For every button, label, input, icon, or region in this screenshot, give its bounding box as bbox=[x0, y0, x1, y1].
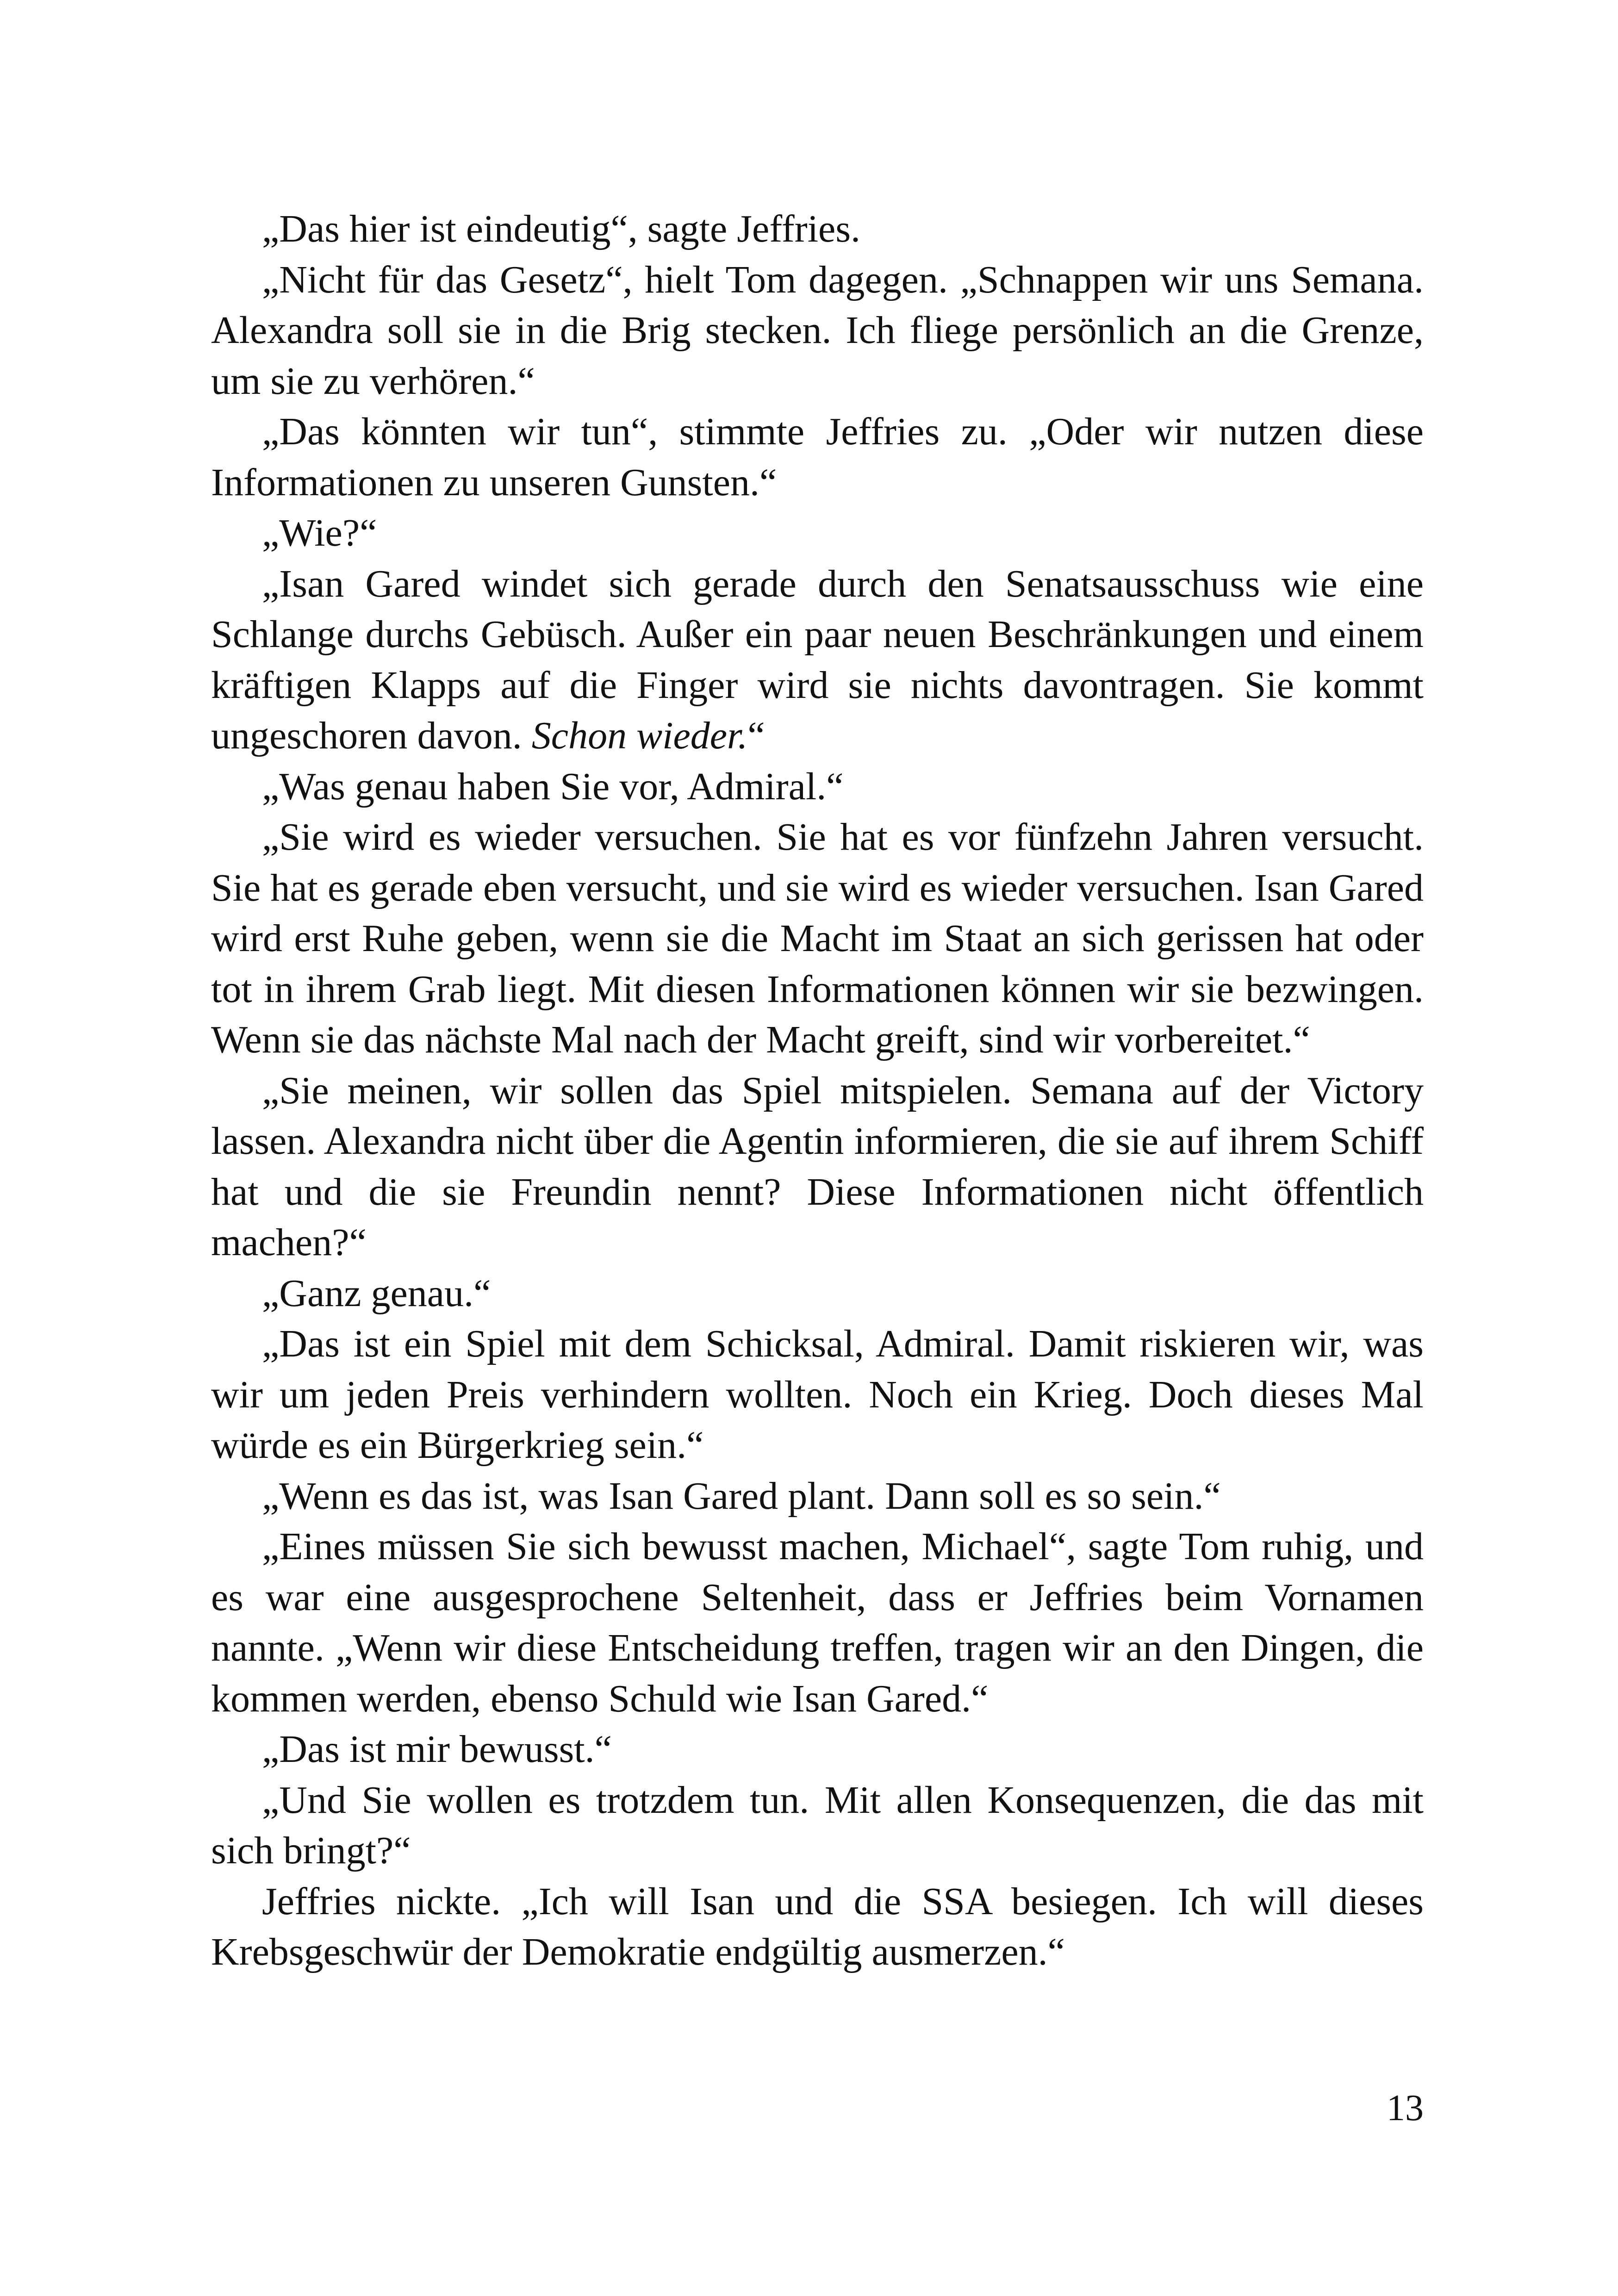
body-text bbox=[211, 204, 1424, 1978]
paragraph: „Sie wird es wieder versuchen. Sie hat es vor fünfzehn Jahren versucht. Sie hat es gerade eben versucht, und sie wird es wieder versuchen. Isan Gared wird erst Ruhe geben, wenn sie die Macht im Staat an sich gerissen hat oder tot in ihrem Grab liegt. Mit diesen Informationen können wir sie bezwingen. Wenn sie das nächste Mal nach der Macht greift, sind wir vorbereitet.“ bbox=[211, 815, 1424, 1061]
paragraph-text: „Isan Gared windet sich gerade durch den Senatsausschuss wie eine Schlange durchs Gebüsch. Außer ein paar neuen Beschränkungen und einem kräftigen Klapps auf die Finger wird sie nichts davontragen. Sie kommt ungeschoren davon. bbox=[211, 562, 1424, 757]
paragraph: „Wie?“ bbox=[262, 511, 377, 554]
paragraph: „Das hier ist eindeutig“, sagte Jeffries. bbox=[262, 207, 861, 250]
paragraph bbox=[211, 559, 1424, 761]
paragraph: Jeffries nickte. „Ich will Isan und die SSA besiegen. Ich will dieses Krebsgeschwür der Demokratie endgültig ausmerzen.“ bbox=[211, 1879, 1424, 1973]
closing-quote: “ bbox=[747, 714, 765, 757]
paragraph: „Das ist mir bewusst.“ bbox=[262, 1728, 612, 1771]
paragraph: „Wenn es das ist, was Isan Gared plant. Dann soll es so sein.“ bbox=[262, 1474, 1221, 1518]
paragraph: „Ganz genau.“ bbox=[262, 1271, 491, 1315]
paragraph: „Eines müssen Sie sich bewusst machen, Michael“, sagte Tom ruhig, und es war eine ausgesprochene Seltenheit, dass er Jeffries beim Vornamen nannte. „Wenn wir diese Entscheidung treffen, tragen wir an den Dingen, die kommen werden, ebenso Schuld wie Isan Gared.“ bbox=[211, 1525, 1424, 1720]
paragraph: „Das ist ein Spiel mit dem Schicksal, Admiral. Damit riskieren wir, was wir um jeden Preis verhindern wollten. Noch ein Krieg. Doch dieses Mal würde es ein Bürgerkrieg sein.“ bbox=[211, 1322, 1424, 1467]
paragraph: „Sie meinen, wir sollen das Spiel mitspielen. Semana auf der Victory lassen. Alexandra nicht über die Agentin informieren, die sie auf ihrem Schiff hat und die sie Freundin nennt? Diese Informationen nicht öffentlich machen?“ bbox=[211, 1069, 1424, 1264]
paragraph: „Was genau haben Sie vor, Admiral.“ bbox=[262, 765, 844, 808]
paragraph: „Das könnten wir tun“, stimmte Jeffries zu. „Oder wir nutzen diese Informationen zu unseren Gunsten.“ bbox=[211, 410, 1424, 504]
paragraph: „Und Sie wollen es trotzdem tun. Mit allen Konsequenzen, die das mit sich bringt?“ bbox=[211, 1778, 1424, 1872]
italic-emphasis: Schon wieder. bbox=[531, 714, 748, 757]
paragraph: „Nicht für das Gesetz“, hielt Tom dagegen. „Schnappen wir uns Semana. Alexandra soll sie in die Brig stecken. Ich fliege persönlich an die Grenze, um sie zu verhören.“ bbox=[211, 258, 1424, 403]
page-number: 13 bbox=[1387, 2088, 1424, 2128]
